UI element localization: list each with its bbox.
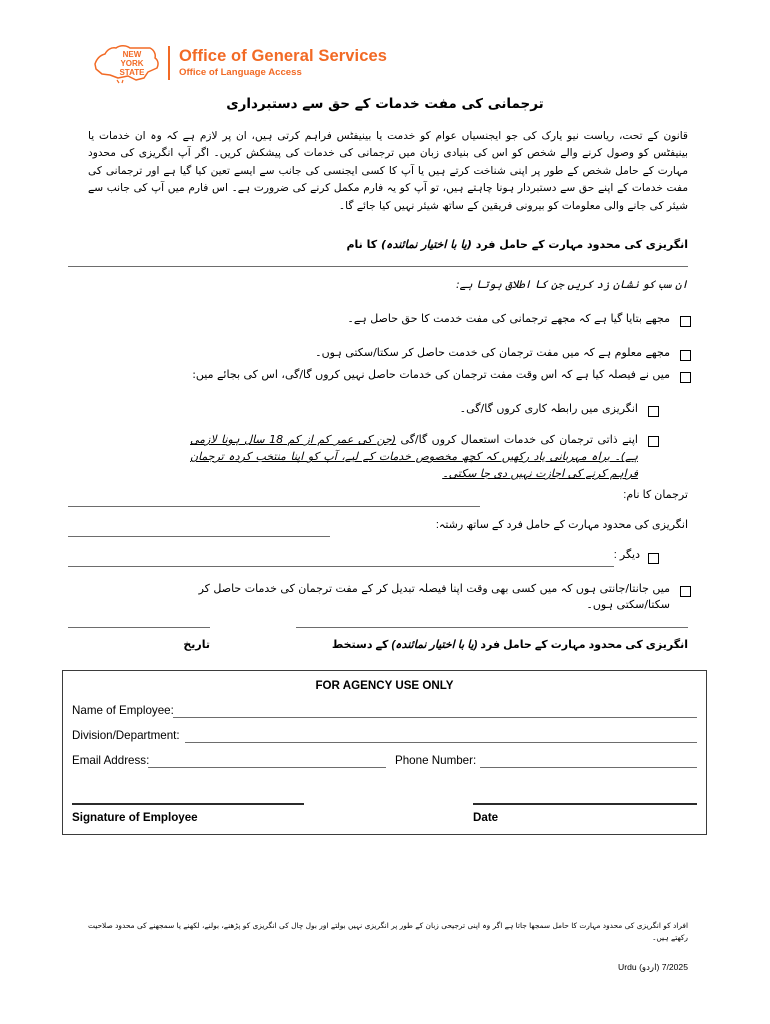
footer-definition-note: افراد کو انگریزی کی محدود مہارت کا حامل سمجھا جاتا ہے اگر وہ اپنی ترجیحی زبان کے طور پر انگریزی نہیں بولتے اور بول چال کی انگریزی کو پڑھنے، بولنے، لکھنے یا سمجھنے کی محدود صلاحیت رکھتے ہیں۔ (88, 921, 688, 942)
page-title: ترجمانی کی مفت خدمات کے حق سے دستبرداری (226, 96, 544, 112)
relationship-label: انگریزی کی محدود مہارت کے حامل فرد کے ساتھ رشتہ: (435, 519, 688, 531)
checkbox-decided-decline[interactable] (680, 372, 691, 383)
employee-signature-caption: Signature of Employee (72, 811, 198, 824)
signature-caption (296, 638, 688, 651)
checkbox-aware-available[interactable] (680, 350, 691, 361)
svg-text:YORK: YORK (120, 59, 144, 68)
employee-name-label: Name of Employee: (72, 704, 174, 717)
checkbox-label-decided-decline: میں نے فیصلہ کیا ہے کہ اس وقت مفت ترجمان کی خدمات حاصل نہیں کروں گا/گی، اس کی بجائے میں: (192, 368, 670, 381)
signature-caption-part1: انگریزی کی محدود مہارت کے حامل فرد (477, 639, 688, 651)
new-york-state-icon (92, 42, 164, 84)
own-interpreter-text-plain: اپنے ذاتی ترجمان کی خدمات استعمال کروں گا/گی (396, 433, 638, 446)
lep-name-label-part2: کا نام (346, 238, 381, 251)
svg-text:NEW: NEW (122, 50, 142, 59)
phone-number-label: Phone Number: (395, 754, 477, 767)
employee-name-input-line[interactable] (173, 717, 697, 718)
checkbox-label-may-change-mind: میں جانتا/جانتی ہوں کہ میں کسی بھی وقت اپنا فیصلہ تبدیل کر کے مفت ترجمان کی خدمات حاصل کر سکتا/سکتی ہوں۔ (198, 582, 670, 611)
email-address-input-line[interactable] (148, 767, 386, 768)
division-department-label: Division/Department: (72, 729, 180, 742)
checkbox-label-aware-available: مجھے معلوم ہے کہ میں مفت ترجمان کی خدمت حاصل کر سکتا/سکتی ہوں۔ (315, 346, 670, 359)
checkbox-may-change-mind[interactable] (680, 586, 691, 597)
logo-office-title: Office of General Services (179, 46, 388, 65)
signature-caption-part2: کے دستخط (331, 639, 392, 651)
signature-caption-italic: (یا با اختیار نمائندہ) (391, 639, 478, 651)
checkbox-label-communicate-english: انگریزی میں رابطہ کاری کروں گا/گی۔ (459, 402, 638, 415)
checkbox-informed-right[interactable] (680, 316, 691, 327)
interpreter-name-input-line[interactable] (68, 506, 480, 507)
phone-number-input-line[interactable] (480, 767, 697, 768)
own-interpreter-text-italic: (جن کی عمر کم از کم 18 سال ہونا لازمی ہے)۔ براہ مہربانی یاد رکھیں کہ کچھ مخصوص خدمات کے لیے، آپ کو اپنا منتخب کردہ ترجمان فراہم کرنے کی اجازت نہیں دی جا سکتی۔ (190, 433, 638, 480)
employee-date-caption: Date (473, 811, 499, 824)
employee-signature-line[interactable] (72, 803, 304, 805)
checkbox-other[interactable] (648, 553, 659, 564)
checkbox-communicate-english[interactable] (648, 406, 659, 417)
interpreter-name-label: ترجمان کا نام: (623, 489, 688, 501)
lep-name-label (88, 238, 688, 251)
agency-use-heading: FOR AGENCY USE ONLY (315, 679, 454, 692)
agency-logo (92, 42, 387, 84)
signature-line[interactable] (296, 627, 688, 628)
email-address-label: Email Address: (72, 754, 150, 767)
logo-office-subtitle: Office of Language Access (179, 66, 302, 78)
checkbox-label-own-interpreter (190, 431, 638, 482)
lep-name-label-italic: (یا با اختیار نمائندہ) (380, 238, 472, 251)
date-caption: تاریخ (183, 639, 210, 651)
division-department-input-line[interactable] (185, 742, 697, 743)
logo-divider (168, 46, 170, 80)
checkbox-label-informed-right: مجھے بتایا گیا ہے کہ مجھے ترجمانی کی مفت خدمت کا حق حاصل ہے۔ (347, 312, 670, 325)
check-all-instruction: ان سب کو نشان زد کریں جن کا اطلاق ہوتا ہے: (455, 278, 688, 291)
agency-use-box (62, 670, 707, 835)
footer-revision-code: 7/2025 (اردو) Urdu (618, 962, 688, 972)
other-input-line[interactable] (68, 566, 614, 567)
svg-text:STATE: STATE (119, 68, 145, 77)
intro-paragraph: قانون کے تحت، ریاست نیو یارک کی جو ایجنسیاں عوام کو خدمت یا بینیفٹس فراہم کرتی ہیں، ان پر لازم ہے کہ وہ ان خدمات یا بینیفٹس کو وصول کرنے والے شخص کو اس کی بنیادی زبان میں ترجمانی کی خدمات کی پیشکش کریں۔ اگر آپ انگریزی کی محدود مہارت کے حامل شخص کے طور پر اپنی شناخت کرتے ہیں یا آپ کا کسی ایجنسی کی جانب سے ایسے تعین کیا گیا ہے اور ترجمانی کی مفت خدمات کے اپنے حق سے دستبردار ہونا چاہتے ہیں، تو آپ کو یہ فارم مکمل کرنے کی ضرورت ہے۔ اس فارم میں آپ کی جانب سے شیئر کی جانے والی معلومات کو بیرونی فریقین کے ساتھ شیئر نہیں کیا جائے گا۔ (88, 130, 688, 212)
checkbox-own-interpreter[interactable] (648, 436, 659, 447)
employee-date-line[interactable] (473, 803, 697, 805)
date-signature-line[interactable] (68, 627, 210, 628)
other-label: دیگر : (613, 549, 640, 561)
lep-name-input-line[interactable] (68, 266, 688, 267)
relationship-input-line[interactable] (68, 536, 330, 537)
lep-name-label-part1: انگریزی کی محدود مہارت کے حامل فرد (471, 238, 688, 251)
